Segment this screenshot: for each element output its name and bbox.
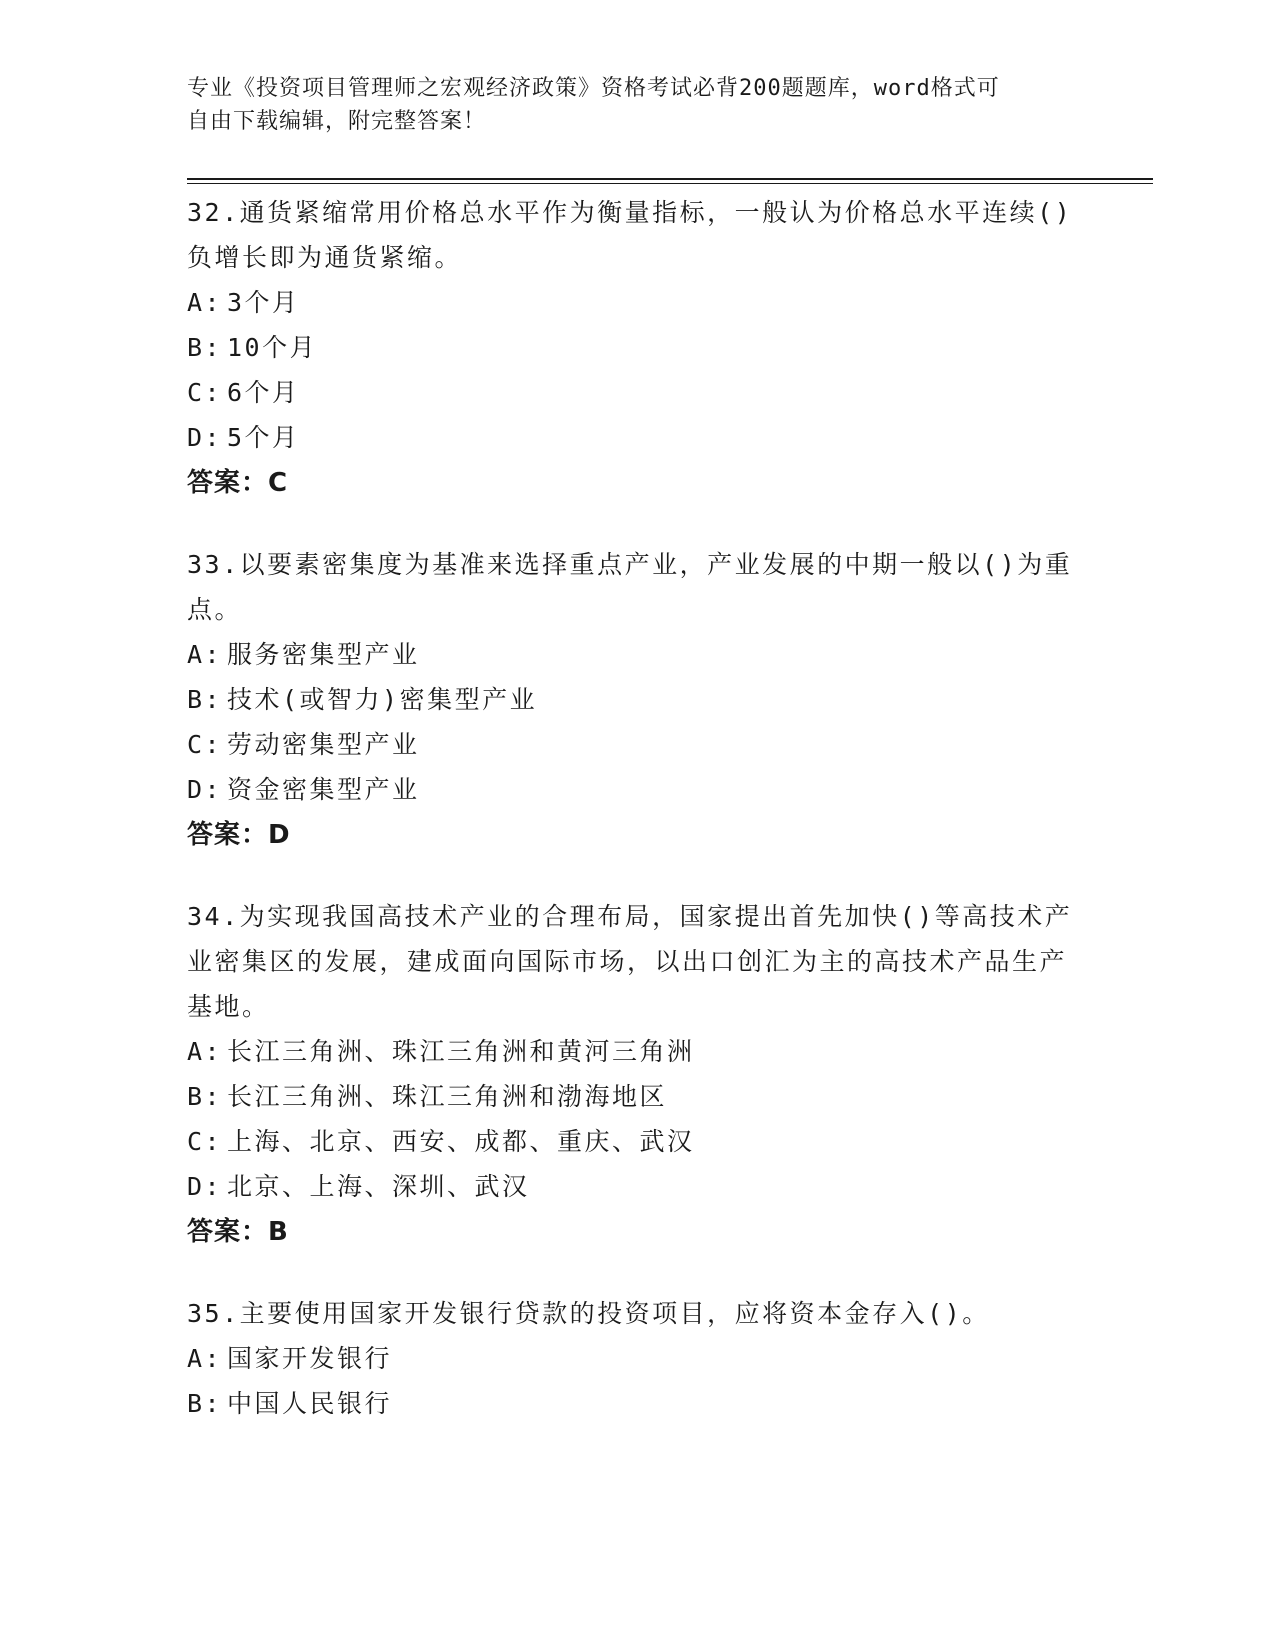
question-35 [187,1291,1087,1426]
option-a [187,280,1087,325]
question-list [187,190,1087,1462]
option-key: B: [187,1389,223,1418]
option-text: 5个月 [227,423,300,452]
option-key: A: [187,1344,223,1373]
question-stem: 33.以要素密集度为基准来选择重点产业，产业发展的中期一般以()为重点。 [187,550,1073,624]
answer-line: 答案：B [187,1217,289,1247]
option-key: C: [187,730,223,759]
option-key: D: [187,1172,223,1201]
option-key: C: [187,378,223,407]
option-key: B: [187,1082,223,1111]
question-stem: 34.为实现我国高技术产业的合理布局，国家提出首先加快()等高技术产业密集区的发展，建成面向国际市场，以出口创汇为主的高技术产品生产基地。 [187,902,1073,1021]
header-divider-thick [187,178,1153,180]
option-b [187,1074,1087,1119]
option-b [187,325,1087,370]
option-c [187,722,1087,767]
option-text: 长江三角洲、珠江三角洲和黄河三角洲 [227,1037,695,1066]
option-text: 服务密集型产业 [227,640,420,669]
option-a [187,632,1087,677]
option-c [187,370,1087,415]
option-key: A: [187,288,223,317]
answer-line: 答案：C [187,468,289,498]
option-key: A: [187,1037,223,1066]
header-line-1: 专业《投资项目管理师之宏观经济政策》资格考试必背200题题库，word格式可 [187,76,1000,101]
question-34 [187,894,1087,1255]
option-a [187,1336,1087,1381]
option-key: B: [187,685,223,714]
option-d [187,415,1087,460]
option-text: 技术(或智力)密集型产业 [227,685,538,714]
option-d [187,1164,1087,1209]
option-text: 长江三角洲、珠江三角洲和渤海地区 [227,1082,668,1111]
option-d [187,767,1087,812]
option-b [187,1381,1087,1426]
option-text: 10个月 [227,333,318,362]
option-text: 3个月 [227,288,300,317]
answer-line: 答案：D [187,820,291,850]
header-divider-thin [187,183,1153,184]
option-b [187,677,1087,722]
question-33 [187,542,1087,858]
option-text: 中国人民银行 [227,1389,393,1418]
option-text: 6个月 [227,378,300,407]
option-a [187,1029,1087,1074]
document-header [187,72,1087,138]
option-key: B: [187,333,223,362]
option-text: 上海、北京、西安、成都、重庆、武汉 [227,1127,695,1156]
question-stem: 32.通货紧缩常用价格总水平作为衡量指标，一般认为价格总水平连续()负增长即为通货紧缩。 [187,198,1073,272]
question-32 [187,190,1087,506]
option-text: 资金密集型产业 [227,775,420,804]
option-key: C: [187,1127,223,1156]
option-text: 北京、上海、深圳、武汉 [227,1172,530,1201]
header-line-2: 自由下载编辑，附完整答案！ [187,109,487,134]
option-key: D: [187,775,223,804]
option-text: 劳动密集型产业 [227,730,420,759]
option-key: A: [187,640,223,669]
option-c [187,1119,1087,1164]
question-stem: 35.主要使用国家开发银行贷款的投资项目，应将资本金存入()。 [187,1299,990,1328]
option-text: 国家开发银行 [227,1344,393,1373]
option-key: D: [187,423,223,452]
